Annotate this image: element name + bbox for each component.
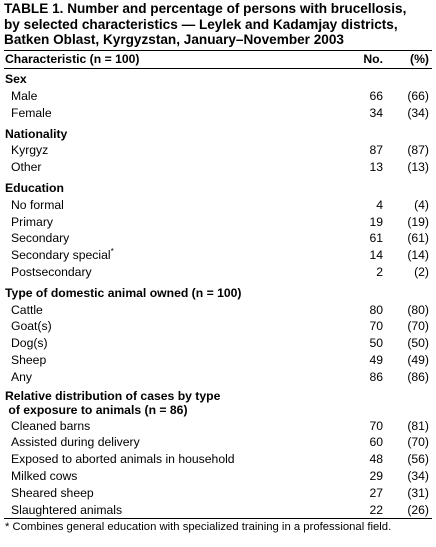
row-label-cell	[4, 417, 328, 434]
section-heading	[4, 385, 432, 417]
row-label-cell	[4, 196, 328, 213]
table-row	[4, 264, 432, 281]
section-heading	[4, 280, 432, 301]
row-percent: (4)	[414, 197, 429, 212]
row-label-cell	[4, 368, 328, 385]
row-label: Assisted during delivery	[11, 435, 140, 450]
table-row	[4, 451, 432, 468]
row-label-cell	[4, 335, 328, 352]
table-row	[4, 159, 432, 176]
header-row	[4, 50, 432, 68]
row-percent: (34)	[407, 105, 429, 120]
title-line: TABLE 1. Number and percentage of persons with brucellosis,	[4, 1, 407, 16]
row-percent: (34)	[407, 468, 429, 483]
row-count: 86	[369, 369, 383, 384]
row-percent: (70)	[407, 319, 429, 334]
row-percent: (31)	[407, 485, 429, 500]
footnote-marker: *	[110, 247, 114, 257]
row-count: 80	[369, 302, 383, 317]
row-count: 27	[369, 485, 383, 500]
row-label: Any	[11, 369, 33, 384]
row-percent: (26)	[407, 502, 429, 517]
row-count: 49	[369, 352, 383, 367]
title-line: by selected characteristics — Leylek and Kadamjay districts,	[4, 16, 398, 32]
section-heading-row	[4, 280, 432, 301]
table-row	[4, 142, 432, 159]
row-percent: (50)	[407, 336, 429, 351]
row-percent: (86)	[407, 369, 429, 384]
row-count: 87	[369, 143, 383, 158]
row-label-cell	[4, 264, 328, 281]
table-row	[4, 196, 432, 213]
row-label: Dog(s)	[11, 336, 48, 351]
row-label-cell	[4, 451, 328, 468]
table-row	[4, 88, 432, 105]
row-count: 61	[369, 231, 383, 246]
row-label-cell	[4, 104, 328, 121]
row-percent: (66)	[407, 88, 429, 103]
header-no: No.	[363, 52, 383, 67]
row-count: 22	[369, 502, 383, 517]
footnote: * Combines general education with specialized training in a professional field.	[5, 520, 392, 533]
table-row	[4, 230, 432, 247]
row-label: Kyrgyz	[11, 143, 49, 158]
row-label: Sheared sheep	[11, 485, 94, 500]
row-count: 13	[369, 160, 383, 175]
section-heading-text: Type of domestic animal owned (n = 100)	[5, 285, 242, 300]
row-label-cell	[4, 88, 328, 105]
row-label: Male	[11, 88, 38, 103]
table-row	[4, 501, 432, 518]
table-row	[4, 368, 432, 385]
row-count: 60	[369, 435, 383, 450]
section-heading	[4, 176, 432, 197]
row-count: 4	[376, 197, 383, 212]
table-row	[4, 104, 432, 121]
table-title	[4, 1, 432, 48]
row-count: 14	[369, 248, 383, 263]
row-percent: (61)	[407, 231, 429, 246]
row-count: 2	[376, 264, 383, 279]
table-row	[4, 301, 432, 318]
row-label: Secondary	[11, 231, 70, 246]
row-label-cell	[4, 501, 328, 518]
title-line: Batken Oblast, Kyrgyzstan, January–November 2003	[4, 32, 344, 48]
row-percent: (14)	[407, 248, 429, 263]
section-heading-text: Nationality	[5, 126, 68, 141]
row-label: Milked cows	[11, 468, 78, 483]
row-label: Other	[11, 160, 42, 175]
header-characteristic: Characteristic (n = 100)	[5, 52, 140, 67]
row-count: 48	[369, 452, 383, 467]
row-percent: (87)	[407, 143, 429, 158]
table-row	[4, 247, 432, 264]
table-body	[4, 68, 432, 518]
section-heading-text-cont: of exposure to animals (n = 86)	[5, 403, 188, 418]
row-percent: (70)	[407, 435, 429, 450]
section-heading	[4, 121, 432, 142]
row-count: 70	[369, 319, 383, 334]
table-row	[4, 417, 432, 434]
row-percent: (13)	[407, 160, 429, 175]
row-percent: (49)	[407, 352, 429, 367]
row-label: Primary	[11, 214, 53, 229]
row-percent: (81)	[407, 418, 429, 433]
row-count: 70	[369, 418, 383, 433]
row-label-cell	[4, 142, 328, 159]
table-row	[4, 213, 432, 230]
row-percent: (19)	[407, 214, 429, 229]
row-label: Sheep	[11, 352, 47, 367]
row-count: 34	[369, 105, 383, 120]
table-row	[4, 318, 432, 335]
row-label-cell	[4, 468, 328, 485]
row-percent: (80)	[407, 302, 429, 317]
row-label-cell	[4, 159, 328, 176]
row-label-cell	[4, 352, 328, 369]
table-row	[4, 335, 432, 352]
row-label: Secondary special	[11, 248, 111, 263]
data-table	[4, 50, 432, 519]
row-label: Exposed to aborted animals in household	[11, 452, 235, 467]
row-label: Cleaned barns	[11, 418, 91, 433]
header-pct: (%)	[410, 52, 429, 67]
row-label-cell	[4, 434, 328, 451]
section-heading-text: Relative distribution of cases by type	[5, 389, 221, 404]
row-percent: (2)	[414, 264, 429, 279]
row-label: Female	[11, 105, 52, 120]
section-heading-row	[4, 121, 432, 142]
row-label: Postsecondary	[11, 264, 92, 279]
row-count: 19	[369, 214, 383, 229]
row-label-cell	[4, 484, 328, 501]
row-label-cell	[4, 301, 328, 318]
section-heading-text: Sex	[5, 72, 27, 87]
row-percent: (56)	[407, 452, 429, 467]
row-label-cell	[4, 318, 328, 335]
row-label: Slaughtered animals	[11, 502, 123, 517]
section-heading-row	[4, 176, 432, 197]
table-row	[4, 352, 432, 369]
row-label: Cattle	[11, 302, 43, 317]
row-label-cell	[4, 230, 328, 247]
row-count: 29	[369, 468, 383, 483]
row-label-cell	[4, 213, 328, 230]
row-count: 50	[369, 336, 383, 351]
row-count: 66	[369, 88, 383, 103]
section-heading-row	[4, 385, 432, 417]
table-row	[4, 434, 432, 451]
section-heading	[4, 68, 432, 87]
section-heading-text: Education	[5, 180, 64, 195]
section-heading-row	[4, 68, 432, 87]
table-row	[4, 484, 432, 501]
table-row	[4, 468, 432, 485]
row-label: Goat(s)	[11, 319, 52, 334]
row-label: No formal	[11, 197, 64, 212]
row-label-cell	[4, 247, 328, 264]
